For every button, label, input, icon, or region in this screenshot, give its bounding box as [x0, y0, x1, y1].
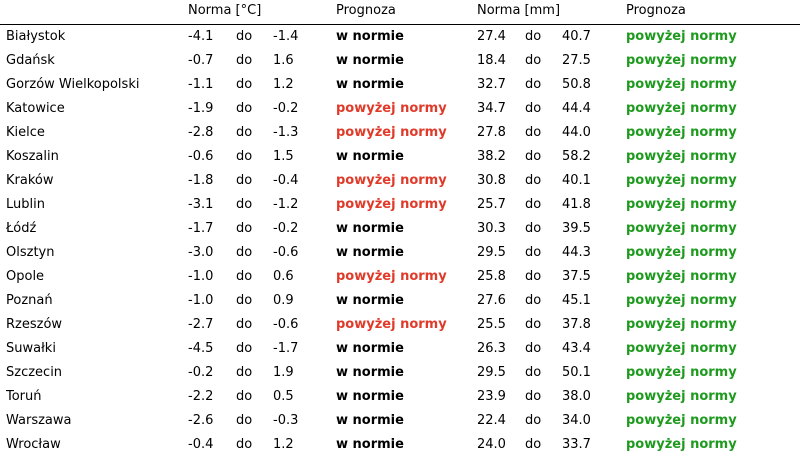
city-cell: Warszawa — [6, 413, 72, 428]
temp-norm-min: -3.1 — [188, 197, 214, 212]
precip-norm-max: 45.1 — [562, 293, 591, 308]
city-cell: Rzeszów — [6, 317, 63, 332]
precip-norm-max: 40.1 — [562, 173, 591, 188]
table-body — [0, 25, 800, 457]
temp-forecast: w normie — [336, 341, 404, 356]
temp-norm-max: 0.9 — [273, 293, 294, 308]
precip-range-word: do — [525, 101, 542, 116]
precip-forecast: powyżej normy — [626, 413, 737, 428]
precip-norm-max: 44.3 — [562, 245, 591, 260]
precip-norm-min: 27.8 — [477, 125, 506, 140]
precip-norm-min: 25.8 — [477, 269, 506, 284]
city-cell: Toruń — [6, 389, 42, 404]
temp-forecast: w normie — [336, 293, 404, 308]
precip-range-word: do — [525, 125, 542, 140]
city-cell: Opole — [6, 269, 45, 284]
temp-range-word: do — [236, 245, 253, 260]
temp-norm-min: -0.4 — [188, 437, 214, 452]
temp-norm-max: -0.2 — [273, 221, 299, 236]
temp-range-word: do — [236, 269, 253, 284]
temp-range-word: do — [236, 341, 253, 356]
temp-range-word: do — [236, 437, 253, 452]
precip-forecast: powyżej normy — [626, 101, 737, 116]
header-temp-forecast: Prognoza — [336, 3, 396, 18]
precip-range-word: do — [525, 53, 542, 68]
temp-norm-min: -4.5 — [188, 341, 214, 356]
temp-norm-max: 1.2 — [273, 77, 294, 92]
city-cell: Koszalin — [6, 149, 59, 164]
temp-range-word: do — [236, 389, 253, 404]
temp-forecast: w normie — [336, 149, 404, 164]
precip-norm-max: 27.5 — [562, 53, 591, 68]
temp-norm-max: -0.6 — [273, 245, 299, 260]
temp-forecast: w normie — [336, 77, 404, 92]
precip-range-word: do — [525, 197, 542, 212]
temp-norm-min: -2.6 — [188, 413, 214, 428]
precip-norm-min: 32.7 — [477, 77, 506, 92]
city-cell: Gdańsk — [6, 53, 55, 68]
precip-forecast: powyżej normy — [626, 293, 737, 308]
precip-norm-min: 26.3 — [477, 341, 506, 356]
temp-norm-max: 1.2 — [273, 437, 294, 452]
precip-norm-max: 39.5 — [562, 221, 591, 236]
precip-norm-max: 58.2 — [562, 149, 591, 164]
table-row — [0, 25, 800, 49]
city-cell: Katowice — [6, 101, 65, 116]
table-row — [0, 313, 800, 337]
precip-norm-max: 41.8 — [562, 197, 591, 212]
table-row — [0, 217, 800, 241]
table-row — [0, 97, 800, 121]
temp-norm-min: -0.2 — [188, 365, 214, 380]
temp-range-word: do — [236, 293, 253, 308]
temp-range-word: do — [236, 29, 253, 44]
temp-range-word: do — [236, 173, 253, 188]
temp-norm-max: -0.2 — [273, 101, 299, 116]
table-row — [0, 49, 800, 73]
precip-norm-min: 25.7 — [477, 197, 506, 212]
precip-norm-max: 38.0 — [562, 389, 591, 404]
precip-norm-min: 23.9 — [477, 389, 506, 404]
table-row — [0, 169, 800, 193]
temp-range-word: do — [236, 365, 253, 380]
precip-forecast: powyżej normy — [626, 245, 737, 260]
temp-norm-max: 1.6 — [273, 53, 294, 68]
temp-norm-min: -0.7 — [188, 53, 214, 68]
precip-range-word: do — [525, 149, 542, 164]
precip-norm-max: 37.8 — [562, 317, 591, 332]
table-row — [0, 433, 800, 457]
temp-norm-min: -4.1 — [188, 29, 214, 44]
temp-norm-max: -0.3 — [273, 413, 299, 428]
table-row — [0, 289, 800, 313]
temp-forecast: powyżej normy — [336, 317, 447, 332]
precip-norm-min: 30.8 — [477, 173, 506, 188]
precip-forecast: powyżej normy — [626, 221, 737, 236]
temp-norm-max: 0.6 — [273, 269, 294, 284]
precip-range-word: do — [525, 29, 542, 44]
city-cell: Kielce — [6, 125, 45, 140]
precip-range-word: do — [525, 341, 542, 356]
precip-forecast: powyżej normy — [626, 125, 737, 140]
temp-norm-min: -3.0 — [188, 245, 214, 260]
precip-range-word: do — [525, 269, 542, 284]
precip-forecast: powyżej normy — [626, 77, 737, 92]
temp-norm-max: -1.3 — [273, 125, 299, 140]
precip-range-word: do — [525, 221, 542, 236]
precip-norm-min: 29.5 — [477, 245, 506, 260]
city-cell: Kraków — [6, 173, 54, 188]
temp-norm-min: -1.0 — [188, 269, 214, 284]
temp-forecast: w normie — [336, 389, 404, 404]
city-cell: Łódź — [6, 221, 37, 236]
temp-range-word: do — [236, 149, 253, 164]
temp-range-word: do — [236, 77, 253, 92]
header-precip-norm: Norma [mm] — [477, 3, 561, 18]
table-header — [0, 0, 800, 25]
table-row — [0, 241, 800, 265]
precip-forecast: powyżej normy — [626, 269, 737, 284]
precip-norm-max: 37.5 — [562, 269, 591, 284]
precip-forecast: powyżej normy — [626, 149, 737, 164]
precip-forecast: powyżej normy — [626, 29, 737, 44]
temp-norm-max: 1.9 — [273, 365, 294, 380]
table-row — [0, 73, 800, 97]
table-row — [0, 361, 800, 385]
precip-range-word: do — [525, 365, 542, 380]
precip-range-word: do — [525, 245, 542, 260]
temp-norm-min: -1.0 — [188, 293, 214, 308]
precip-range-word: do — [525, 413, 542, 428]
precip-norm-min: 30.3 — [477, 221, 506, 236]
temp-range-word: do — [236, 221, 253, 236]
temp-norm-max: -1.2 — [273, 197, 299, 212]
city-cell: Gorzów Wielkopolski — [6, 77, 140, 92]
temp-norm-min: -2.8 — [188, 125, 214, 140]
temp-norm-max: -1.7 — [273, 341, 299, 356]
temp-range-word: do — [236, 125, 253, 140]
city-cell: Szczecin — [6, 365, 63, 380]
temp-range-word: do — [236, 53, 253, 68]
precip-forecast: powyżej normy — [626, 365, 737, 380]
precip-range-word: do — [525, 389, 542, 404]
precip-norm-max: 40.7 — [562, 29, 591, 44]
temp-forecast: w normie — [336, 413, 404, 428]
table-row — [0, 193, 800, 217]
precip-norm-min: 27.6 — [477, 293, 506, 308]
temp-norm-max: 1.5 — [273, 149, 294, 164]
table-row — [0, 265, 800, 289]
precip-range-word: do — [525, 317, 542, 332]
temp-norm-max: -0.4 — [273, 173, 299, 188]
temp-forecast: w normie — [336, 365, 404, 380]
temp-forecast: powyżej normy — [336, 125, 447, 140]
table-row — [0, 385, 800, 409]
city-cell: Lublin — [6, 197, 45, 212]
temp-norm-max: -1.4 — [273, 29, 299, 44]
city-cell: Białystok — [6, 29, 66, 44]
header-precip-forecast: Prognoza — [626, 3, 686, 18]
precip-norm-max: 43.4 — [562, 341, 591, 356]
city-cell: Poznań — [6, 293, 53, 308]
table-row — [0, 121, 800, 145]
precip-norm-max: 33.7 — [562, 437, 591, 452]
temp-norm-min: -1.1 — [188, 77, 214, 92]
precip-forecast: powyżej normy — [626, 389, 737, 404]
precip-norm-min: 25.5 — [477, 317, 506, 332]
precip-norm-min: 38.2 — [477, 149, 506, 164]
temp-forecast: powyżej normy — [336, 197, 447, 212]
temp-forecast: w normie — [336, 245, 404, 260]
temp-norm-min: -2.2 — [188, 389, 214, 404]
city-cell: Olsztyn — [6, 245, 55, 260]
precip-range-word: do — [525, 293, 542, 308]
precip-forecast: powyżej normy — [626, 197, 737, 212]
temp-norm-min: -1.9 — [188, 101, 214, 116]
city-cell: Wrocław — [6, 437, 61, 452]
precip-norm-max: 44.0 — [562, 125, 591, 140]
temp-forecast: w normie — [336, 53, 404, 68]
precip-norm-max: 44.4 — [562, 101, 591, 116]
temp-forecast: w normie — [336, 221, 404, 236]
precip-forecast: powyżej normy — [626, 53, 737, 68]
temp-range-word: do — [236, 101, 253, 116]
precip-range-word: do — [525, 437, 542, 452]
precip-norm-min: 27.4 — [477, 29, 506, 44]
temp-range-word: do — [236, 317, 253, 332]
temp-range-word: do — [236, 197, 253, 212]
precip-norm-min: 34.7 — [477, 101, 506, 116]
header-temp-norm: Norma [°C] — [188, 3, 262, 18]
precip-norm-min: 22.4 — [477, 413, 506, 428]
table-row — [0, 145, 800, 169]
temp-norm-min: -0.6 — [188, 149, 214, 164]
table-row — [0, 337, 800, 361]
temp-norm-max: 0.5 — [273, 389, 294, 404]
precip-forecast: powyżej normy — [626, 173, 737, 188]
temp-forecast: powyżej normy — [336, 101, 447, 116]
precip-forecast: powyżej normy — [626, 341, 737, 356]
temp-norm-min: -1.7 — [188, 221, 214, 236]
city-cell: Suwałki — [6, 341, 56, 356]
temp-forecast: w normie — [336, 29, 404, 44]
temp-forecast: w normie — [336, 437, 404, 452]
precip-norm-max: 34.0 — [562, 413, 591, 428]
precip-norm-max: 50.8 — [562, 77, 591, 92]
temp-norm-max: -0.6 — [273, 317, 299, 332]
precip-norm-min: 18.4 — [477, 53, 506, 68]
precip-forecast: powyżej normy — [626, 317, 737, 332]
precip-range-word: do — [525, 77, 542, 92]
temp-norm-min: -2.7 — [188, 317, 214, 332]
temp-forecast: powyżej normy — [336, 173, 447, 188]
precip-norm-min: 24.0 — [477, 437, 506, 452]
temp-forecast: powyżej normy — [336, 269, 447, 284]
precip-norm-min: 29.5 — [477, 365, 506, 380]
precip-range-word: do — [525, 173, 542, 188]
precip-norm-max: 50.1 — [562, 365, 591, 380]
temp-norm-min: -1.8 — [188, 173, 214, 188]
precip-forecast: powyżej normy — [626, 437, 737, 452]
table-row — [0, 409, 800, 433]
temp-range-word: do — [236, 413, 253, 428]
